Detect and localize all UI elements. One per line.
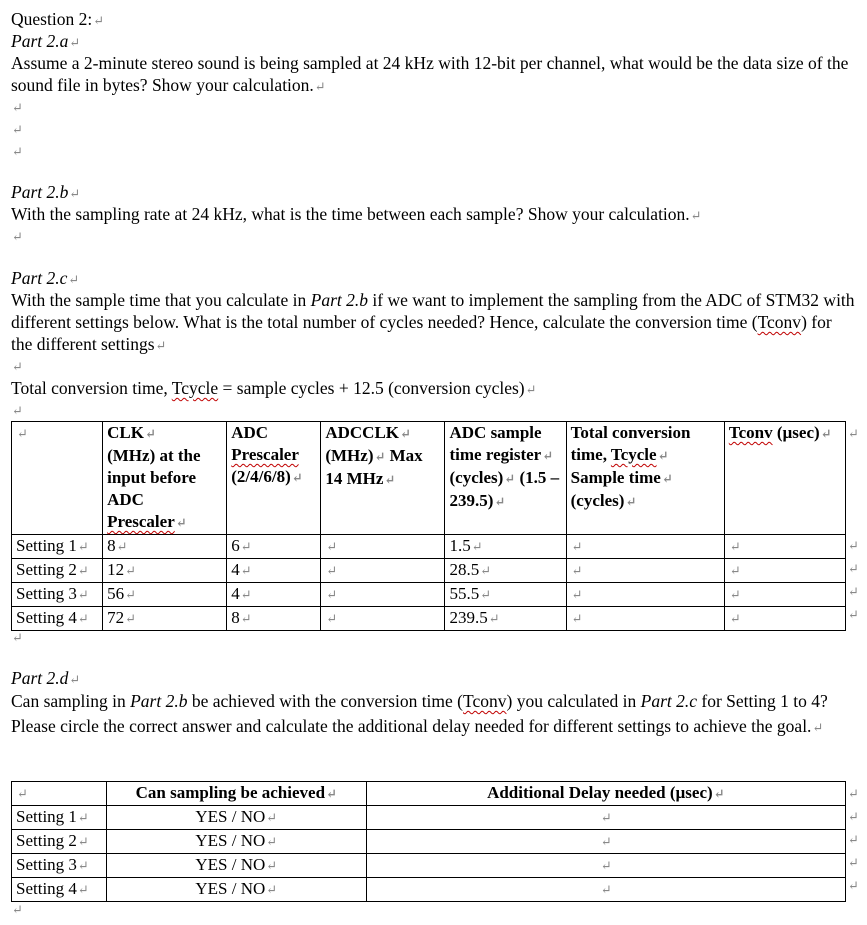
yes-no-answer[interactable]: YES / NO↵ xyxy=(106,878,366,902)
sample-cell: 239.5↵ xyxy=(445,607,566,631)
row-end-mark: ↵ xyxy=(848,607,859,622)
header-clk: CLK↵ (MHz) at the input before ADC Prescaler↵ xyxy=(103,422,227,535)
sample-cell: 28.5↵ xyxy=(445,559,566,583)
row-end-mark: ↵ xyxy=(848,809,859,824)
tconv-cell: ↵ xyxy=(724,559,845,583)
achievability-table xyxy=(11,781,846,902)
part-2a-label: Part 2.a↵ xyxy=(11,31,81,51)
total-cell: ↵ xyxy=(566,559,724,583)
row-end-mark: ↵ xyxy=(848,561,859,576)
prescaler-cell: 6↵ xyxy=(227,535,321,559)
delay-cell: ↵ xyxy=(366,854,845,878)
empty-paragraph: ↵ xyxy=(12,144,23,159)
row-end-mark: ↵ xyxy=(848,878,859,893)
settings-table xyxy=(11,421,846,631)
adcclk-cell: ↵ xyxy=(321,583,445,607)
delay-cell: ↵ xyxy=(366,830,845,854)
table-row xyxy=(12,583,846,607)
total-cell: ↵ xyxy=(566,535,724,559)
table-row xyxy=(12,878,846,902)
table-row xyxy=(12,830,846,854)
yes-no-answer[interactable]: YES / NO↵ xyxy=(106,854,366,878)
header-adcclk: ADCCLK↵ (MHz)↵ Max 14 MHz↵ xyxy=(321,422,445,535)
part-2c-text: With the sample time that you calculate in Part 2.b if we want to implement the sampling from the ADC of STM32 with different settings below. What is the total number of cycles needed? Hence, calculate the conversion time (Tconv) for the different settings↵ xyxy=(11,290,855,354)
empty-paragraph: ↵ xyxy=(12,122,23,137)
part-2c-label: Part 2.c↵ xyxy=(11,268,80,288)
part-2d-text: Can sampling in Part 2.b be achieved with the conversion time (Tconv) you calculated in Part 2.c for Setting 1 to 4? Please circle the correct answer and calculate the additional delay needed for different settings to achieve the goal.↵ xyxy=(11,691,828,736)
setting-cell: Setting 4↵ xyxy=(12,878,107,902)
empty-paragraph: ↵ xyxy=(12,630,23,645)
clk-cell: 72↵ xyxy=(103,607,227,631)
row-end-mark: ↵ xyxy=(848,855,859,870)
header-sample-time: ADC sample time register↵ (cycles)↵ (1.5 – 239.5)↵ xyxy=(445,422,566,535)
empty-paragraph: ↵ xyxy=(12,229,23,244)
header-tconv: Tconv (µsec)↵ xyxy=(724,422,845,535)
clk-cell: 56↵ xyxy=(103,583,227,607)
adcclk-cell: ↵ xyxy=(321,607,445,631)
row-end-mark: ↵ xyxy=(848,538,859,553)
setting-cell: Setting 1↵ xyxy=(12,535,103,559)
table-row xyxy=(12,607,846,631)
delay-cell: ↵ xyxy=(366,806,845,830)
adcclk-cell: ↵ xyxy=(321,559,445,583)
setting-cell: Setting 2↵ xyxy=(12,559,103,583)
empty-paragraph: ↵ xyxy=(12,100,23,115)
delay-cell: ↵ xyxy=(366,878,845,902)
sample-cell: 55.5↵ xyxy=(445,583,566,607)
empty-paragraph: ↵ xyxy=(12,359,23,374)
setting-cell: Setting 1↵ xyxy=(12,806,107,830)
total-cell: ↵ xyxy=(566,607,724,631)
part-2b-text: With the sampling rate at 24 kHz, what is the time between each sample? Show your calculation.↵ xyxy=(11,204,702,224)
prescaler-cell: 4↵ xyxy=(227,583,321,607)
sample-cell: 1.5↵ xyxy=(445,535,566,559)
empty-paragraph: ↵ xyxy=(12,403,23,418)
table-row xyxy=(12,559,846,583)
yes-no-answer[interactable]: YES / NO↵ xyxy=(106,806,366,830)
question-title: Question 2:↵ xyxy=(11,9,105,29)
part-2a-text: Assume a 2-minute stereo sound is being sampled at 24 kHz with 12-bit per channel, what would be the data size of the sound file in bytes? Show your calculation.↵ xyxy=(11,53,849,95)
row-end-mark: ↵ xyxy=(848,584,859,599)
clk-cell: 12↵ xyxy=(103,559,227,583)
clk-cell: 8↵ xyxy=(103,535,227,559)
table-row xyxy=(12,535,846,559)
prescaler-cell: 4↵ xyxy=(227,559,321,583)
setting-cell: Setting 3↵ xyxy=(12,583,103,607)
row-end-mark: ↵ xyxy=(848,832,859,847)
prescaler-cell: 8↵ xyxy=(227,607,321,631)
tconv-cell: ↵ xyxy=(724,583,845,607)
setting-cell: Setting 3↵ xyxy=(12,854,107,878)
empty-paragraph: ↵ xyxy=(12,902,23,917)
tconv-cell: ↵ xyxy=(724,535,845,559)
setting-cell: Setting 2↵ xyxy=(12,830,107,854)
yes-no-answer[interactable]: YES / NO↵ xyxy=(106,830,366,854)
table-header-row xyxy=(12,422,846,535)
tconv-cell: ↵ xyxy=(724,607,845,631)
table-header-row xyxy=(12,782,846,806)
setting-cell: Setting 4↵ xyxy=(12,607,103,631)
header-empty-cell: ↵ xyxy=(12,782,107,806)
formula-line: Total conversion time, Tcycle = sample cycles + 12.5 (conversion cycles)↵ xyxy=(11,378,537,398)
header-total-conversion: Total conversion time, Tcycle↵ Sample time↵ (cycles)↵ xyxy=(566,422,724,535)
table-row xyxy=(12,806,846,830)
header-additional-delay: Additional Delay needed (µsec)↵ xyxy=(366,782,845,806)
row-end-mark: ↵ xyxy=(848,426,859,441)
adcclk-cell: ↵ xyxy=(321,535,445,559)
total-cell: ↵ xyxy=(566,583,724,607)
part-2b-label: Part 2.b↵ xyxy=(11,182,81,202)
part-2d-label: Part 2.d↵ xyxy=(11,668,81,688)
header-can-achieve: Can sampling be achieved↵ xyxy=(106,782,366,806)
table-row xyxy=(12,854,846,878)
row-end-mark: ↵ xyxy=(848,786,859,801)
header-empty-cell: ↵ xyxy=(12,422,103,535)
header-adc-prescaler: ADC Prescaler (2/4/6/8)↵ xyxy=(227,422,321,535)
